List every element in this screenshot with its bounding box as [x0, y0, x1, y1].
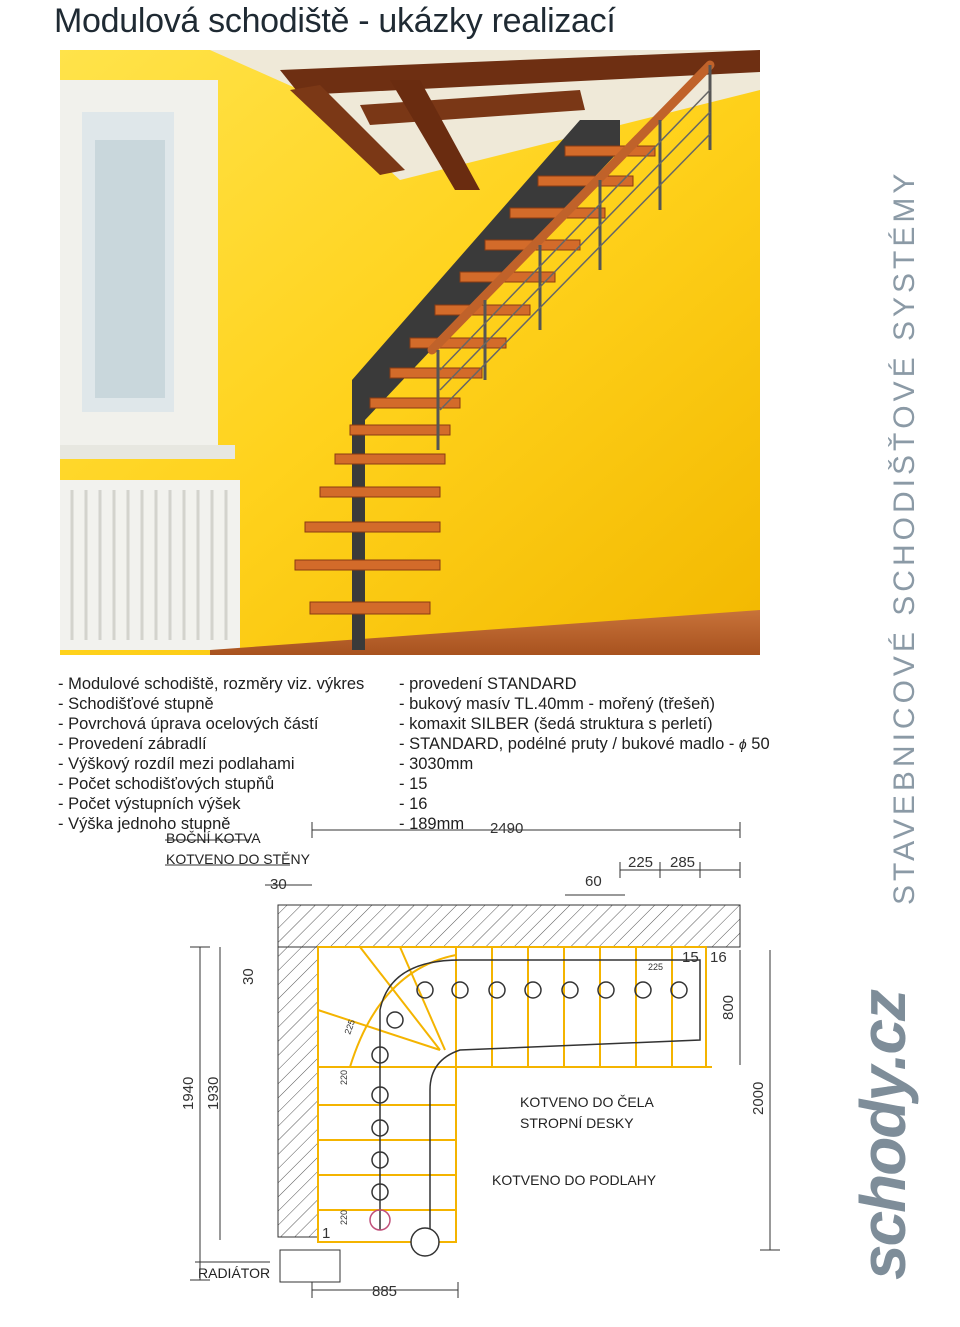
label-ceiling-slab: STROPNÍ DESKY: [520, 1115, 634, 1131]
label-radiator: RADIÁTOR: [198, 1265, 271, 1281]
dim-30: 30: [270, 876, 287, 893]
spec-label: - Výškový rozdíl mezi podlahami: [58, 755, 295, 773]
dim-885: 885: [372, 1283, 398, 1300]
side-brand-text: STAVEBNICOVÉ SCHODIŠŤOVÉ SYSTÉMY: [888, 169, 921, 905]
spec-label: - Modulové schodiště, rozměry viz. výkres: [58, 675, 365, 693]
staircase-photo: [60, 50, 760, 655]
spec-value: - 16: [399, 795, 428, 813]
dim-2000: 2000: [750, 1081, 767, 1115]
spec-value-suffix: 50: [746, 735, 770, 753]
spec-row: [58, 774, 818, 794]
spec-value: - komaxit SILBER (šedá struktura s perletí): [399, 715, 713, 733]
diameter-symbol: ϕ: [738, 736, 747, 752]
technical-drawing: [0, 810, 960, 1327]
spec-value: [399, 734, 770, 754]
spec-value: - 3030mm: [399, 755, 474, 773]
label-wall-anchor: KOTVENO DO STĚNY: [166, 851, 310, 867]
spec-value: - 15: [399, 775, 428, 793]
dim-800: 800: [720, 994, 737, 1020]
radiator-box: [280, 1250, 340, 1282]
spec-value: - provedení STANDARD: [399, 675, 577, 693]
dim-1: 1: [322, 1225, 331, 1242]
floor-plan: [0, 810, 960, 1327]
left-wall: [278, 947, 318, 1237]
page-title: Modulová schodiště - ukázky realizací: [54, 2, 616, 40]
dim-1940: 1940: [180, 1076, 197, 1110]
spec-value-text: - STANDARD, podélné pruty / bukové madlo -: [399, 735, 739, 753]
dim-220-a: 220: [339, 1069, 349, 1085]
spec-label: - Počet schodišťových stupňů: [58, 775, 275, 793]
spec-value: - 189mm: [399, 815, 465, 833]
dim-30-vertical: 30: [240, 968, 257, 985]
spec-row: [58, 694, 818, 714]
brand-logo: schody.cz: [847, 990, 919, 1280]
spec-value: - bukový masív TL.40mm - mořený (třešeň): [399, 695, 716, 713]
dim-2490: 2490: [490, 820, 524, 837]
label-floor-anchor: KOTVENO DO PODLAHY: [492, 1172, 657, 1188]
label-front-anchor: KOTVENO DO ČELA: [520, 1094, 654, 1110]
spec-row: [58, 674, 818, 694]
dim-220-b: 220: [339, 1209, 349, 1225]
top-wall: [278, 905, 740, 947]
spec-label: - Schodišťové stupně: [58, 695, 214, 713]
spec-label: - Výška jednoho stupně: [58, 815, 231, 833]
spec-row: [58, 714, 818, 734]
dim-16: 16: [710, 949, 727, 966]
dim-15: 15: [682, 949, 699, 966]
dim-285: 285: [670, 854, 696, 871]
spec-label: - Počet výstupních výšek: [58, 795, 241, 813]
dim-225-winder: 225: [342, 1018, 358, 1036]
spec-label: - Povrchová úprava ocelových částí: [58, 715, 319, 733]
spec-row: [58, 734, 818, 754]
photo-illustration: [60, 50, 760, 655]
spec-row: [58, 754, 818, 774]
dim-1930: 1930: [205, 1076, 222, 1110]
dim-60: 60: [585, 873, 602, 890]
dim-225: 225: [628, 854, 654, 871]
dim-225-small: 225: [648, 962, 664, 972]
spec-label: - Provedení zábradlí: [58, 735, 207, 753]
label-side-anchor: BOČNÍ KOTVA: [166, 830, 261, 846]
